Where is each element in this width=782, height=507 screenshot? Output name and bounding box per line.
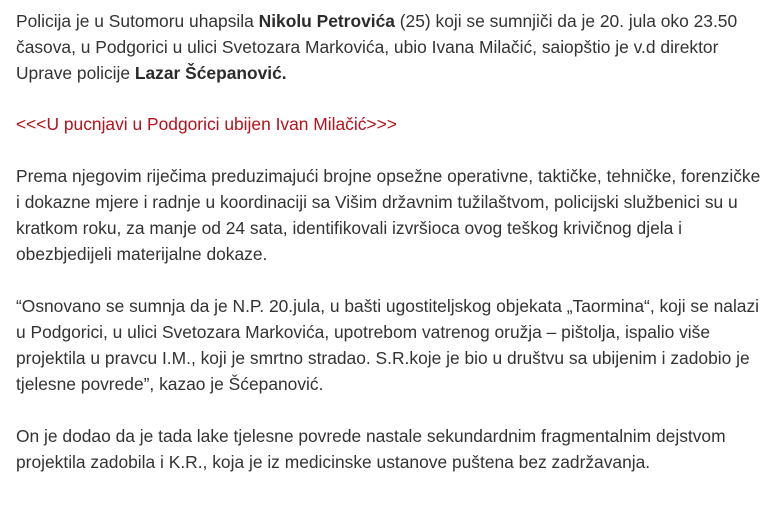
director-name: Lazar Šćepanović.	[134, 63, 287, 83]
paragraph-investigation: Prema njegovim riječima preduzimajući brojne opsežne operativne, taktičke, tehničke, forenzičke i dokazne mjere i radnje u koordinaciji sa Višim državnim tužilaštvom, policijski službenici su u kratkom roku, za manje od 24 sata, identifikovali izvršioca ovog teškog krivičnog djela i obezbjedijeli materijalne dokaze.	[16, 166, 761, 264]
related-article-link[interactable]: <<<U pucnjavi u Podgorici ubijen Ivan Milačić>>>	[16, 114, 397, 134]
paragraph-injuries: On je dodao da je tada lake tjelesne povrede nastale sekundardnim fragmentalnim dejstvom projektila zadobila i K.R., koja je iz medicinske ustanove puštena bez zadržavanja.	[16, 426, 726, 472]
paragraph-arrest	[16, 8, 768, 86]
related-article-paragraph	[16, 111, 768, 137]
paragraph-arrest-text-a: Policija je u Sutomoru uhapsila	[16, 11, 259, 31]
suspect-name: Nikolu Petrovića	[258, 11, 395, 31]
paragraph-arrest-text-b: (25) koji se sumnjiči da je 20. jula oko 23.50 časova, u Podgorici u ulici Svetozara Markovića, ubio Ivana Milačić, saiopštio je v.d direktor Uprave policije	[16, 11, 738, 83]
paragraph-quote: “Osnovano se sumnja da je N.P. 20.jula, u bašti ugostiteljskog objekata „Taormina“, koji se nalazi u Podgorici, u ulici Svetozara Markovića, upotrebom vatrenog oružja – pištolja, ispalio više projektila u pravcu I.M., koji je smrtno stradao. S.R.koje je bio u društvu sa ubijenim i zadobio je tjelesne povrede”, kazao je Šćepanović.	[16, 296, 760, 394]
